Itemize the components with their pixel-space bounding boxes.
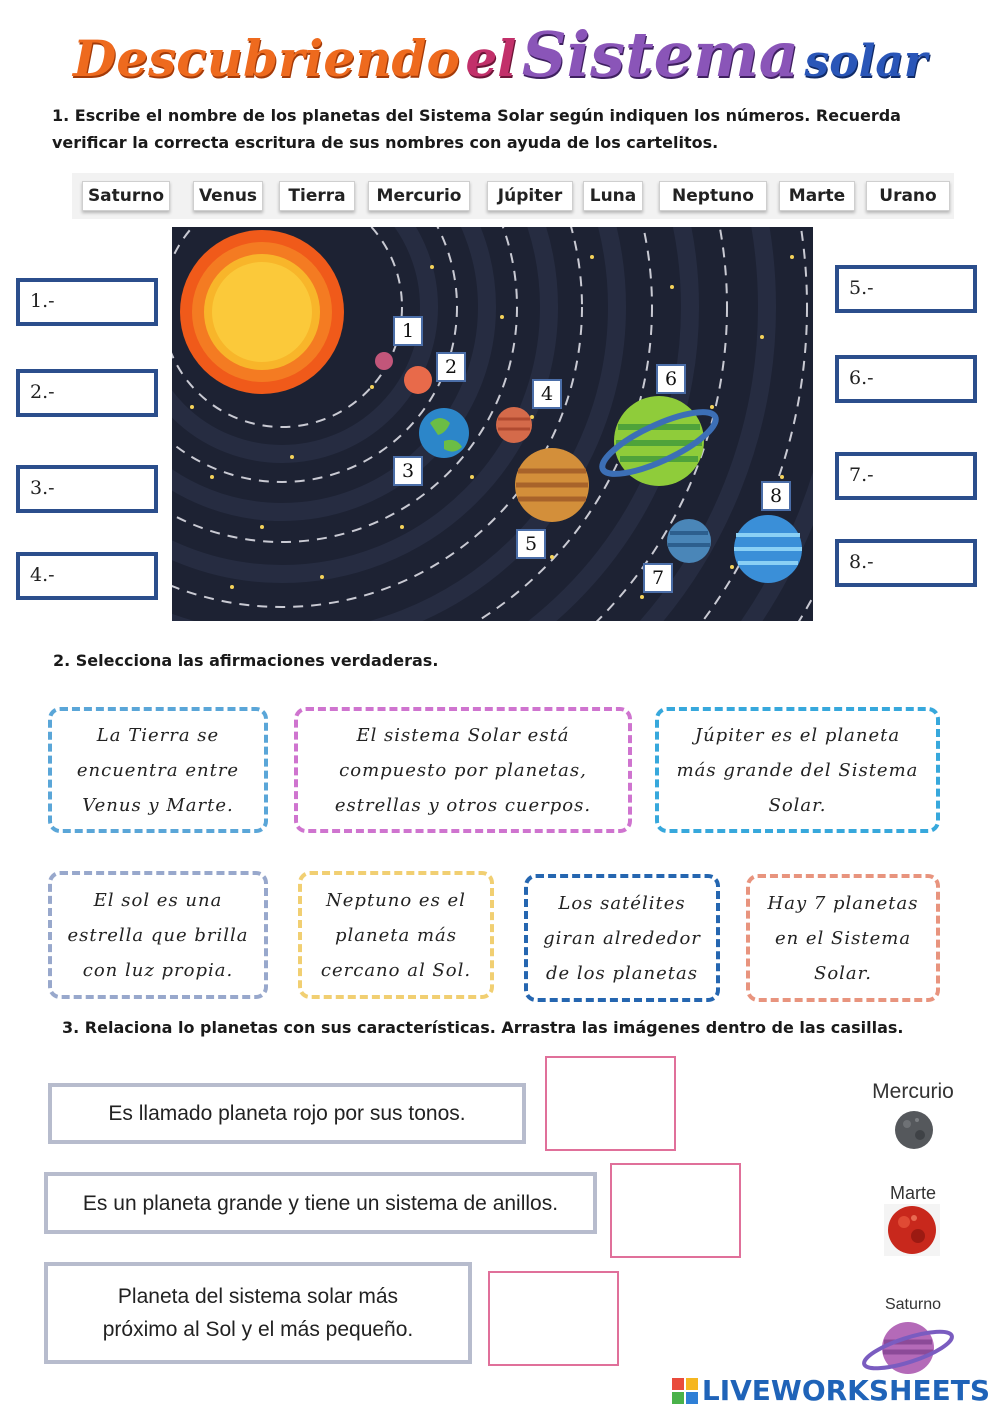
answer-field-6[interactable]: 6.- (835, 355, 977, 403)
title-part-2: el (465, 29, 517, 88)
statement-card-5-text: Neptuno es el planeta más cercano al Sol. (320, 889, 472, 981)
statement-card-1-text: La Tierra se encuentra entre Venus y Marte. (76, 724, 240, 816)
answer-field-7[interactable]: 7.- (835, 452, 977, 500)
solar-system-illustration (172, 227, 813, 621)
planet-7-uranus (667, 519, 711, 563)
section2-instruction: 2. Selecciona las afirmaciones verdaderas. (53, 651, 439, 670)
word-chip-mercurio[interactable]: Mercurio (368, 181, 470, 211)
planet-marker-3: 3 (393, 456, 423, 486)
word-bank (72, 173, 954, 219)
mars-icon[interactable] (884, 1204, 940, 1256)
title-part-4: solar (804, 36, 928, 87)
planet-marker-1: 1 (393, 316, 423, 346)
draggable-label-marte: Marte (889, 1183, 936, 1203)
solar-system-image (172, 227, 813, 621)
liveworksheets-logo (672, 1374, 990, 1407)
planet-2-venus (404, 366, 432, 394)
statement-card-1[interactable] (48, 707, 268, 833)
characteristic-1: Es llamado planeta rojo por sus tonos. (48, 1083, 526, 1144)
statement-card-4[interactable] (48, 871, 268, 999)
logo-icon (672, 1378, 698, 1404)
answer-field-3[interactable]: 3.- (16, 465, 158, 513)
planet-4-mars (496, 407, 532, 443)
saturn-icon[interactable] (858, 1312, 958, 1382)
answer-field-5[interactable]: 5.- (835, 265, 977, 313)
planet-marker-2: 2 (436, 352, 466, 382)
statement-card-5[interactable] (298, 871, 494, 999)
characteristic-3: Planeta del sistema solar más próximo al Sol y el más pequeño. (44, 1262, 472, 1364)
section1-instruction: 1. Escribe el nombre de los planetas del Sistema Solar según indiquen los números. Recuerda verificar la correcta escritura de sus nombres con ayuda de los cartelitos. (52, 106, 901, 152)
word-chip-neptuno[interactable]: Neptuno (659, 181, 767, 211)
planet-5-jupiter (515, 448, 589, 522)
logo-text: LIVEWORKSHEETS (701, 1374, 990, 1407)
statement-card-6[interactable] (524, 874, 720, 1002)
statement-card-3[interactable] (655, 707, 940, 833)
planet-1-mercury (375, 352, 393, 370)
answer-field-8[interactable]: 8.- (835, 539, 977, 587)
section3-instruction: 3. Relaciona lo planetas con sus características. Arrastra las imágenes dentro de las casillas. (62, 1018, 904, 1037)
statement-card-3-text: Júpiter es el planeta más grande del Sistema Solar. (676, 724, 919, 816)
word-chip-tierra[interactable]: Tierra (279, 181, 355, 211)
mercury-icon[interactable] (893, 1110, 935, 1150)
characteristic-2: Es un planeta grande y tiene un sistema de anillos. (44, 1172, 597, 1234)
answer-field-2[interactable]: 2.- (16, 369, 158, 417)
answer-field-4[interactable]: 4.- (16, 552, 158, 600)
planet-marker-6: 6 (656, 364, 686, 394)
worksheet-title (0, 18, 1000, 91)
statement-card-2-text: El sistema Solar está compuesto por planetas, estrellas y otros cuerpos. (334, 724, 592, 816)
drop-zone-3[interactable] (488, 1271, 619, 1366)
statement-card-6-text: Los satélites giran alrededor de los planetas (543, 892, 701, 984)
statement-card-7-text: Hay 7 planetas en el Sistema Solar. (767, 892, 919, 984)
answer-field-1[interactable]: 1.- (16, 278, 158, 326)
drop-zone-2[interactable] (610, 1163, 741, 1258)
title-part-1: Descubriendo (72, 29, 460, 88)
word-chip-luna[interactable]: Luna (583, 181, 643, 211)
statement-card-7[interactable] (746, 874, 940, 1002)
planet-marker-4: 4 (532, 379, 562, 409)
sun-icon (180, 230, 344, 394)
draggable-label-saturno: Saturno (884, 1296, 942, 1313)
word-chip-urano[interactable]: Urano (866, 181, 950, 211)
statement-card-2[interactable] (294, 707, 632, 833)
planet-marker-7: 7 (643, 563, 673, 593)
word-chip-venus[interactable]: Venus (193, 181, 263, 211)
statement-card-4-text: El sol es una estrella que brilla con luz propia. (67, 889, 249, 981)
planet-marker-8: 8 (761, 481, 791, 511)
word-chip-jupiter[interactable]: Júpiter (487, 181, 573, 211)
word-chip-saturno[interactable]: Saturno (82, 181, 170, 211)
drop-zone-1[interactable] (545, 1056, 676, 1151)
word-chip-marte[interactable]: Marte (779, 181, 855, 211)
planet-8-neptune (734, 515, 802, 583)
title-part-3: Sistema (521, 18, 799, 91)
planet-3-earth (419, 408, 469, 458)
draggable-label-mercurio: Mercurio (872, 1080, 954, 1103)
planet-marker-5: 5 (516, 529, 546, 559)
